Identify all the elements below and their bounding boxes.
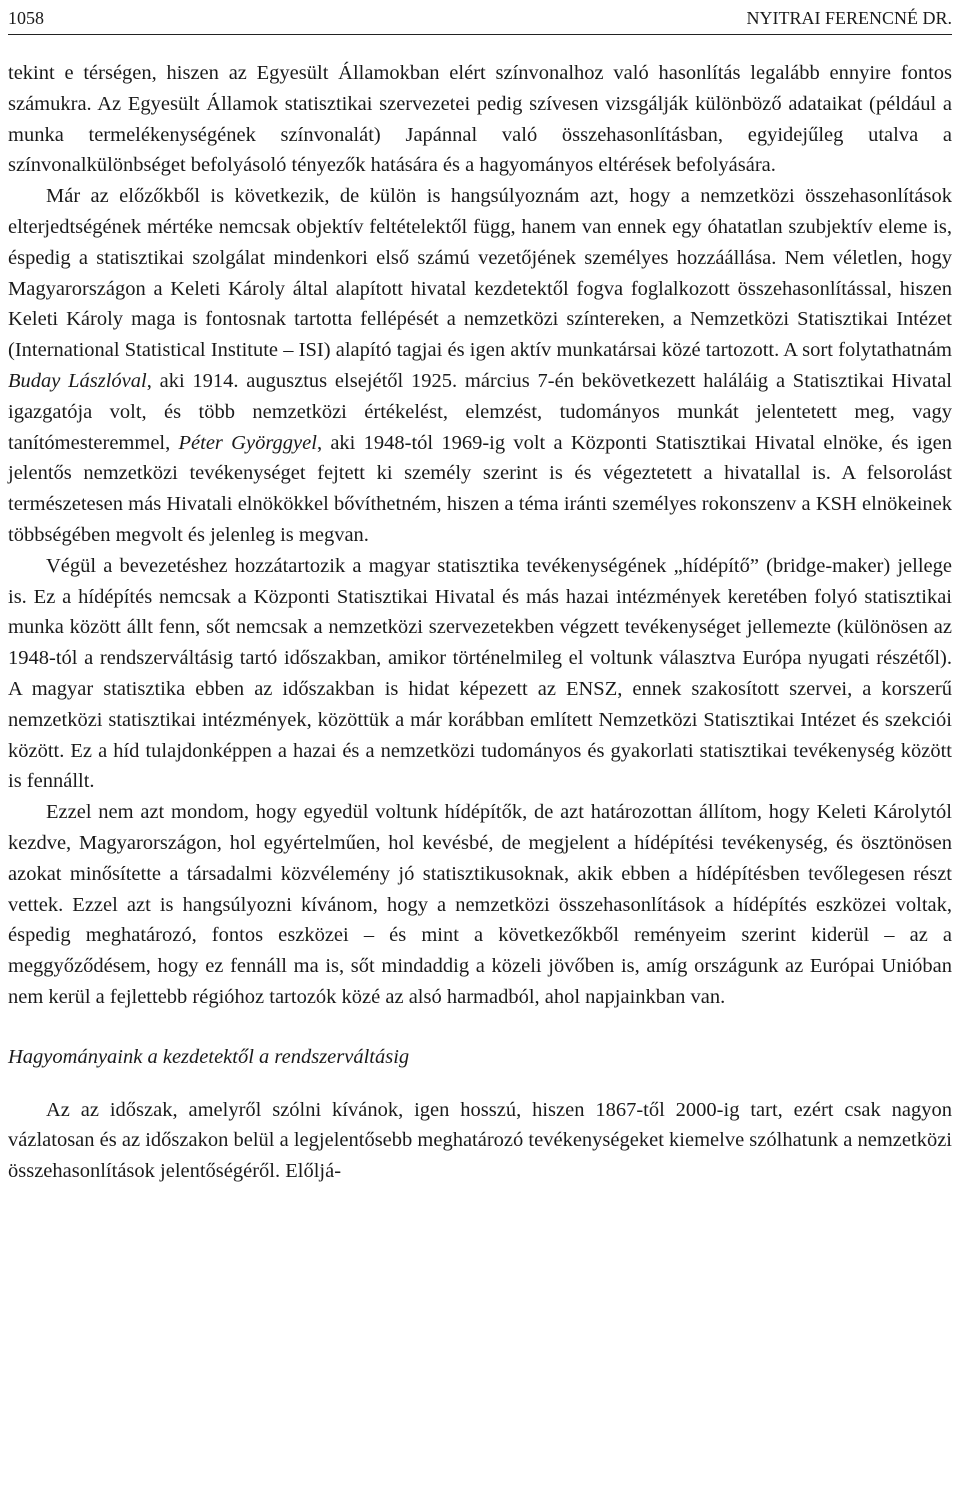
page-number: 1058: [8, 7, 44, 28]
paragraph-2-part-a: Már az előzőkből is következik, de külön is hangsúlyoznám azt, hogy a nemzetközi összehasonlítások elterjedtségének mértéke nemcsak objektív feltételektől függ, hanem van ennek egy óhatatlan szubjektív eleme is, éspedig a statisztikai szolgálat mindenkori első számú vezetőjének személyes hozzáállása. Nem véletlen, hogy Magyarországon a Keleti Károly által alapított hivatal kezdetektől fogva foglalkozott összehasonlítással, hiszen Keleti Károly maga is fontosnak tartotta fellépését a nemzetközi színtereken, a Nemzetközi Statisztikai Intézet (International Statistical Institute – ISI) alapító tagjai és igen aktív munkatársai közé tartozott. A sort folytathatnám: [8, 185, 952, 362]
paragraph-4: Ezzel nem azt mondom, hogy egyedül voltunk hídépítők, de azt határozottan állítom, hogy Keleti Károlytól kezdve, Magyarországon, hol egyértelműen, hol kevésbé, de megjelent a hídépítési tevékenység, és ösztönösen azokat minősítette a társadalmi közvélemény jó statisztikusoknak, akik ebben a hídépítésben tevőlegesen részt vettek. Ezzel azt is hangsúlyozni kívánom, hogy a nemzetközi összehasonlítások a hídépítés eszközei voltak, éspedig meghatározó, fontos eszközei – és mint a következőkből reményeim szerint kiderül – az a meggyőződésem, hogy ez fennáll ma is, sőt mindaddig a közeli jövőben is, amíg országunk az Európai Unióban nem kerül a fejlettebb régióhoz tartozók közé az alsó harmadból, ahol napjainkban van.: [8, 801, 952, 1008]
paragraph-2: [8, 181, 952, 551]
paragraph-3: Végül a bevezetéshez hozzátartozik a magyar statisztika tevékenységének „hídépítő” (bridge-maker) jellege is. Ez a hídépítés nemcsak a Központi Statisztikai Hivatal és más hazai intézmények keretében folyó statisztikai munka között állt fenn, sőt nemcsak a nemzetközi szervezetekben végzett tevékenységet jellemezte (különösen az 1948-tól a rendszerváltásig tartó időszakban, amikor történelmileg el voltunk választva Európa nyugati részétől). A magyar statisztika ebben az időszakban is hidat képezett az ENSZ, ennek szakosított szervei, a korszerű nemzetközi statisztikai intézmények, közöttük a már korábban említett Nemzetközi Statisztikai Intézet és szekciói között. Ez a híd tulajdonképpen a hazai és a nemzetközi tudományos és gyakorlati statisztikai tevékenység között is fennállt.: [8, 554, 952, 793]
paragraph-5: Az az időszak, amelyről szólni kívánok, igen hosszú, hiszen 1867-től 2000-ig tart, ezért csak nagyon vázlatosan és az időszakon belül a legjelentősebb meghatározó tevékenységeket kiemelve szólhatunk a nemzetközi összehasonlítások jelentőségéről. Előljá-: [8, 1098, 952, 1183]
page-body: [8, 58, 952, 1187]
running-head-author: NYITRAI FERENCNÉ DR.: [746, 7, 952, 28]
paragraph-2-part-b: , aki 1914. augusztus elsejétől 1925. március 7-én bekövetkezett haláláig a Statisztikai Hivatal igazgatója volt, és több nemzetközi értékelést, elemzést, tudományos munkát jelentetett meg, vagy tanítómesteremmel,: [8, 369, 952, 454]
paragraph-2-part-c: , aki 1948-tól 1969-ig volt a Központi Statisztikai Hivatal elnöke, és igen jelentős nemzetközi tevékenységet fejtett ki személy szerint is és végeztetett a hivatallal is. A felsorolást természetesen más Hivatali elnökökkel bővíthetném, hiszen a téma iránti személyes rokonszenv a KSH elnökeinek többségében megvolt és jelenleg is megvan.: [8, 431, 952, 546]
paragraph-1: tekint e térségen, hiszen az Egyesült Államokban elért színvonalhoz való hasonlítás legalább ennyire fontos számukra. Az Egyesült Államok statisztikai szervezetei pedig szívesen vizsgálják különböző adataikat (például a munka termelékenységének színvonalát) Japánnal való összehasonlításban, egyidejűleg utalva a színvonalkülönbséget befolyásoló tényezők hatására és a hagyományos eltérések befolyására.: [8, 62, 952, 177]
page-header: [8, 2, 952, 35]
person-name-buday: Buday Lászlóval: [8, 369, 147, 392]
person-name-peter: Péter Györggyel: [178, 431, 317, 454]
section-heading: Hagyományaink a kezdetektől a rendszerváltásig: [8, 1045, 410, 1068]
